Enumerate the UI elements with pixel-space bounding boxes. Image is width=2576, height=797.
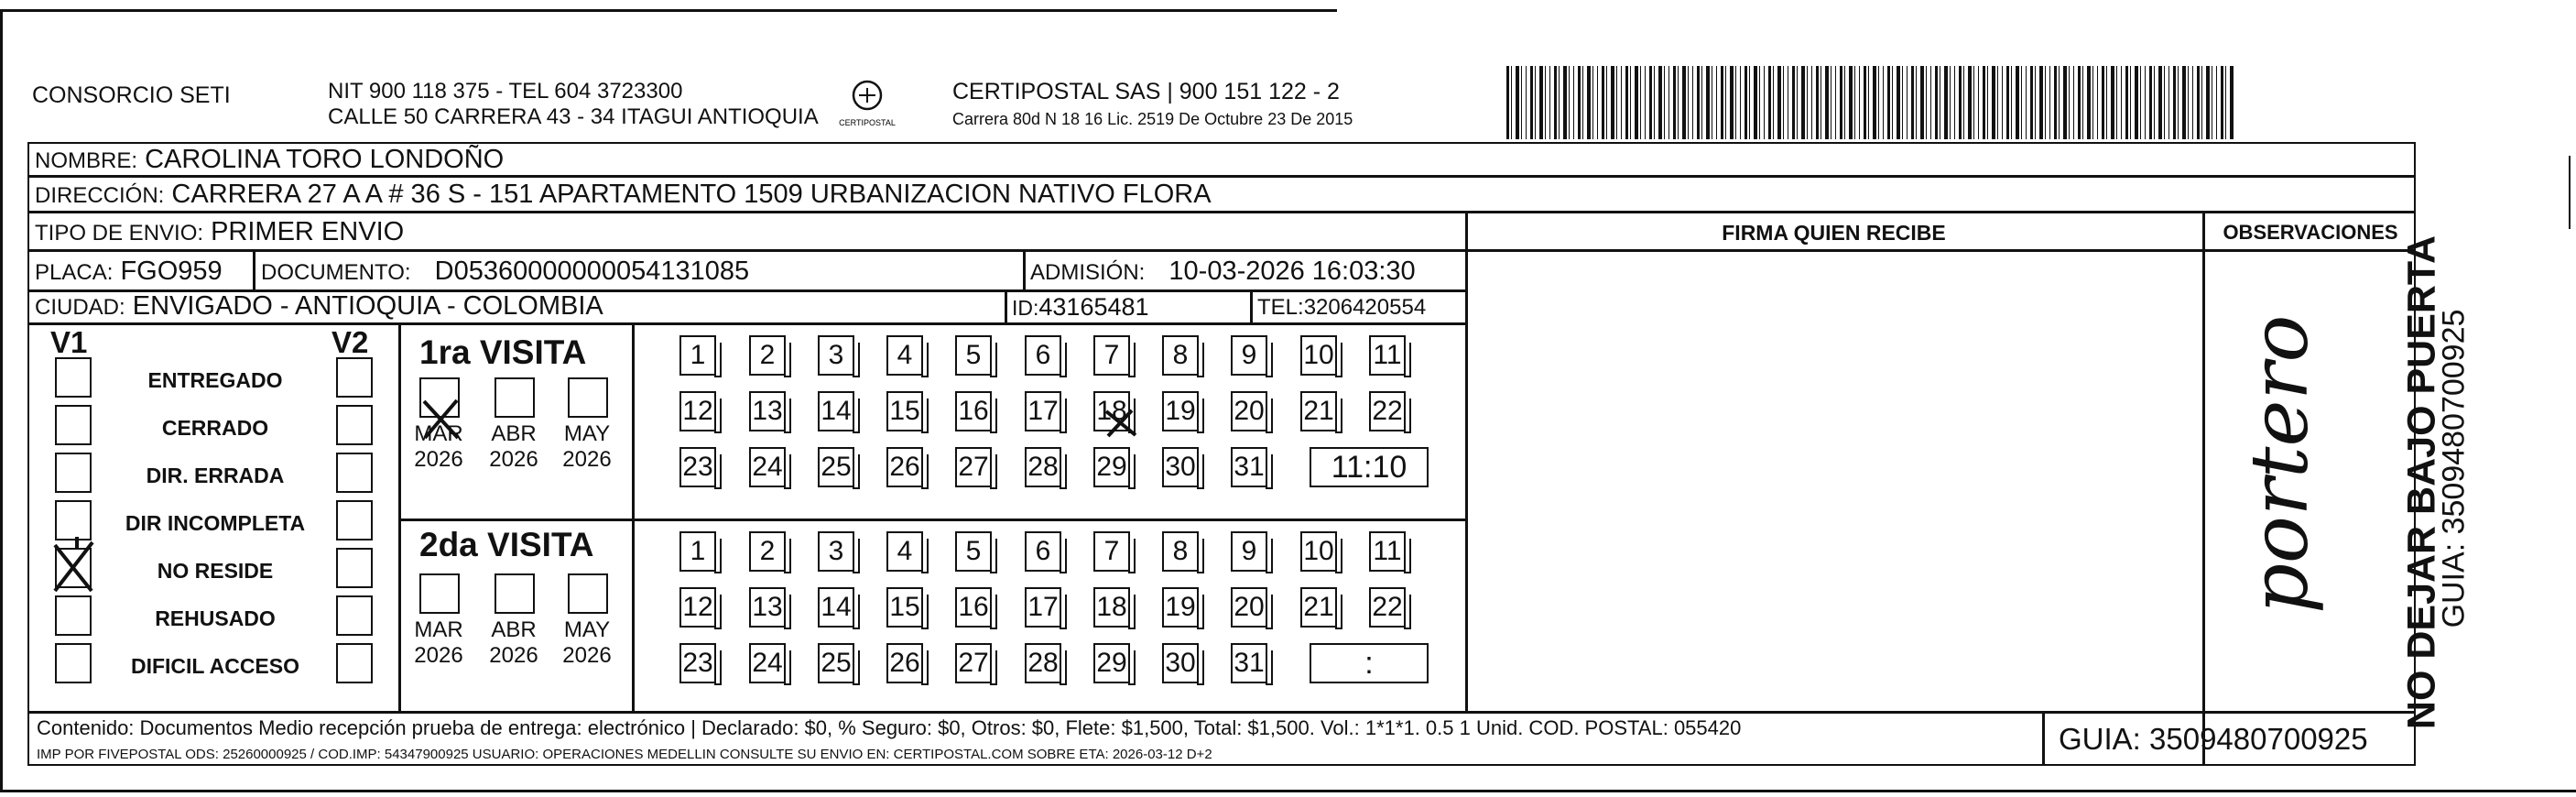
v2-checkbox[interactable]: [336, 453, 373, 493]
second-visit-day-box[interactable]: 31: [1231, 643, 1267, 683]
first-visit-day-box[interactable]: 2: [749, 335, 786, 376]
second-visit-day-box[interactable]: 11: [1369, 531, 1406, 572]
first-visit-month-checkbox[interactable]: [495, 377, 535, 418]
direccion-value: CARRERA 27 A A # 36 S - 151 APARTAMENTO 1509 URBANIZACION NATIVO FLORA: [171, 180, 1212, 209]
first-visit-day-box[interactable]: 26: [886, 447, 923, 487]
v1-checkbox[interactable]: [55, 453, 92, 493]
svg-text:CERTIPOSTAL: CERTIPOSTAL: [839, 118, 896, 127]
second-visit-time-box[interactable]: :: [1310, 643, 1429, 683]
month-name: MAR: [414, 617, 463, 642]
rule-direccion: [27, 211, 2416, 213]
status-label: REHUSADO: [155, 606, 276, 630]
id-row: [1012, 293, 1149, 322]
v2-checkbox[interactable]: [336, 500, 373, 540]
v1-checkbox[interactable]: [55, 500, 92, 540]
first-visit-day-box[interactable]: 31: [1231, 447, 1267, 487]
direccion-row: [35, 180, 1212, 210]
first-visit-day-box[interactable]: 14: [818, 391, 854, 431]
second-visit-day-box[interactable]: 17: [1025, 587, 1061, 628]
tipo-row: [35, 217, 404, 247]
second-visit-day-box[interactable]: 28: [1025, 643, 1061, 683]
status-label: DIFICIL ACCESO: [130, 654, 299, 678]
first-visit-time-box[interactable]: 11:10: [1310, 447, 1429, 487]
v2-checkbox[interactable]: [336, 548, 373, 588]
second-visit-day-box[interactable]: 5: [955, 531, 992, 572]
certipostal-logo: [835, 77, 899, 132]
second-visit-day-box[interactable]: 4: [886, 531, 923, 572]
v2-checkbox[interactable]: [336, 595, 373, 636]
first-visit-day-box[interactable]: 3: [818, 335, 854, 376]
first-visit-day-box[interactable]: 15: [886, 391, 923, 431]
footer-contenido: Contenido: Documentos Medio recepción prueba de entrega: electrónico | Declarado: $0, % Seguro: $0, Otros: $0, Flete: $1,500, Total: $1,500. Vol.: 1*1*1. 0.5 1 Unid. COD. POSTAL: 055420: [37, 716, 1742, 739]
first-visit-month-label: [407, 421, 471, 473]
second-visit-day-box[interactable]: 19: [1162, 587, 1199, 628]
second-visit-day-box[interactable]: 13: [749, 587, 786, 628]
barcode: [1506, 66, 2234, 139]
footer-imp: IMP POR FIVEPOSTAL ODS: 25260000925 / COD.IMP: 54347900925 USUARIO: OPERACIONES MEDELLIN CONSULTE SU ENVIO EN: CERTIPOSTAL.COM SOBRE ETA: 2026-03-12 D+2: [37, 747, 1212, 762]
observaciones-header: OBSERVACIONES: [2223, 221, 2398, 244]
first-visit-month-label: [555, 421, 619, 473]
rule-obs: [1465, 249, 2416, 252]
placa-row: [35, 257, 223, 287]
first-visit-day-box[interactable]: 30: [1162, 447, 1199, 487]
admision-label: ADMISIÓN:: [1030, 260, 1146, 285]
status-label: CERRADO: [161, 416, 269, 440]
second-visit-day-box[interactable]: 27: [955, 643, 992, 683]
company-name: CONSORCIO SETI: [32, 82, 231, 108]
ciudad-value: ENVIGADO - ANTIOQUIA - COLOMBIA: [132, 291, 603, 321]
rule-placa-doc: [253, 249, 255, 289]
rule-ciudad: [27, 322, 1467, 325]
v1-checkbox[interactable]: [55, 595, 92, 636]
second-visit-day-box[interactable]: 21: [1300, 587, 1337, 628]
first-visit-day-box[interactable]: 5: [955, 335, 992, 376]
nombre-label: NOMBRE:: [35, 148, 138, 173]
first-visit-day-box[interactable]: 8: [1162, 335, 1199, 376]
first-visit-day-box[interactable]: 21: [1300, 391, 1337, 431]
certipostal-line1: CERTIPOSTAL SAS | 900 151 122 - 2: [952, 79, 1340, 104]
second-visit-day-box[interactable]: 12: [679, 587, 716, 628]
second-visit-day-box[interactable]: 7: [1093, 531, 1130, 572]
first-visit-day-box[interactable]: 7: [1093, 335, 1130, 376]
second-visit-day-box[interactable]: 18: [1093, 587, 1130, 628]
first-visit-month-label: [482, 421, 546, 473]
month-name: ABR: [491, 617, 537, 642]
first-visit-day-box[interactable]: 10: [1300, 335, 1337, 376]
rule-admision: [1023, 249, 1026, 289]
second-visit-day-box[interactable]: 14: [818, 587, 854, 628]
month-year: 2026: [414, 643, 463, 668]
v1-checkbox[interactable]: [55, 357, 92, 398]
second-visit-day-box[interactable]: 2: [749, 531, 786, 572]
month-year: 2026: [414, 447, 463, 472]
first-visit-day-box[interactable]: 20: [1231, 391, 1267, 431]
second-visit-day-box[interactable]: 9: [1231, 531, 1267, 572]
documento-value: D05360000000054131085: [434, 257, 750, 286]
first-visit-day-box[interactable]: 17: [1025, 391, 1061, 431]
first-visit-day-box[interactable]: 16: [955, 391, 992, 431]
second-visit-day-box[interactable]: 3: [818, 531, 854, 572]
second-visit-title: 2da VISITA: [419, 526, 594, 563]
ciudad-row: [35, 291, 603, 322]
v1-checkbox[interactable]: [55, 405, 92, 445]
second-visit-day-box[interactable]: 23: [679, 643, 716, 683]
address-line: CALLE 50 CARRERA 43 - 34 ITAGUI ANTIOQUIA: [328, 104, 819, 129]
first-visit-day-box[interactable]: 19: [1162, 391, 1199, 431]
month-year: 2026: [562, 643, 612, 668]
tipo-label: TIPO DE ENVIO:: [35, 221, 204, 246]
first-visit-day-box[interactable]: 4: [886, 335, 923, 376]
second-visit-day-box[interactable]: 30: [1162, 643, 1199, 683]
status-label: DIR INCOMPLETA: [125, 511, 306, 535]
admision-value: 10-03-2026 16:03:30: [1168, 257, 1416, 286]
admision-row: [1030, 257, 1416, 287]
month-year: 2026: [489, 447, 538, 472]
observation-handwriting: portero: [2234, 314, 2326, 614]
second-visit-day-box[interactable]: 6: [1025, 531, 1061, 572]
nit-line: NIT 900 118 375 - TEL 604 3723300: [328, 79, 683, 104]
second-visit-day-box[interactable]: 16: [955, 587, 992, 628]
first-visit-title: 1ra VISITA: [419, 333, 587, 371]
first-visit-day-box[interactable]: 29: [1093, 447, 1130, 487]
direccion-label: DIRECCIÓN:: [35, 183, 165, 208]
top-border: [0, 9, 1337, 12]
second-visit-day-box[interactable]: 10: [1300, 531, 1337, 572]
month-name: MAR: [414, 421, 463, 446]
tel-label: TEL:: [1257, 295, 1304, 320]
certipostal-line2: Carrera 80d N 18 16 Lic. 2519 De Octubre 23 De 2015: [952, 110, 1353, 128]
first-visit-day-box[interactable]: 24: [749, 447, 786, 487]
second-visit-day-box[interactable]: 22: [1369, 587, 1406, 628]
v2-checkbox[interactable]: [336, 405, 373, 445]
placa-label: PLACA:: [35, 260, 114, 285]
firma-header: FIRMA QUIEN RECIBE: [1722, 221, 1946, 245]
side-guia: GUIA: 3509480700925: [2436, 309, 2472, 628]
first-visit-day-box[interactable]: 12: [679, 391, 716, 431]
second-visit-day-box[interactable]: 29: [1093, 643, 1130, 683]
month-name: MAY: [563, 421, 611, 446]
documento-row: [261, 257, 749, 287]
first-visit-day-box[interactable]: 28: [1025, 447, 1061, 487]
v1-checkbox[interactable]: [55, 548, 92, 588]
nombre-row: [35, 145, 504, 175]
month-year: 2026: [562, 447, 612, 472]
documento-label: DOCUMENTO:: [261, 260, 411, 285]
tel-row: [1257, 295, 1426, 321]
col-obs: [2202, 211, 2205, 766]
first-visit-day-box[interactable]: 9: [1231, 335, 1267, 376]
first-visit-day-box[interactable]: 11: [1369, 335, 1406, 376]
status-label: NO RESIDE: [157, 559, 274, 583]
v1-label: V1: [50, 325, 88, 359]
rule-id: [1005, 289, 1007, 322]
tipo-value: PRIMER ENVIO: [211, 217, 405, 246]
first-visit-day-box[interactable]: 13: [749, 391, 786, 431]
second-visit-day-box[interactable]: 25: [818, 643, 854, 683]
v2-checkbox[interactable]: [336, 357, 373, 398]
second-visit-day-box[interactable]: 1: [679, 531, 716, 572]
rule-footer-guia: [2042, 711, 2045, 766]
rule-visit-split: [398, 519, 1465, 521]
rule-nombre: [27, 175, 2416, 178]
second-visit-day-box[interactable]: 24: [749, 643, 786, 683]
side-warning: NO DEJAR BAJO PUERTA: [2399, 235, 2444, 730]
first-visit-day-box[interactable]: 1: [679, 335, 716, 376]
nombre-value: CAROLINA TORO LONDOÑO: [145, 145, 505, 174]
tel-value: 3206420554: [1303, 295, 1427, 320]
month-name: MAY: [563, 617, 611, 642]
id-value: 43165481: [1038, 293, 1149, 321]
v2-checkbox[interactable]: [336, 643, 373, 683]
first-visit-month-checkbox[interactable]: [568, 377, 608, 418]
ciudad-label: CIUDAD:: [35, 295, 125, 320]
id-label: ID:: [1012, 296, 1039, 320]
second-visit-month-checkbox[interactable]: [568, 573, 608, 614]
right-edge-mark: [2569, 156, 2571, 229]
second-visit-month-checkbox[interactable]: [495, 573, 535, 614]
second-visit-month-label: [482, 617, 546, 669]
first-visit-day-box[interactable]: 18: [1093, 391, 1130, 431]
footer-guia: GUIA: 3509480700925: [2059, 722, 2368, 756]
second-visit-day-box[interactable]: 8: [1162, 531, 1199, 572]
second-visit-day-box[interactable]: 26: [886, 643, 923, 683]
first-visit-day-box[interactable]: 25: [818, 447, 854, 487]
rule-tel: [1250, 289, 1253, 322]
status-label: DIR. ERRADA: [146, 464, 285, 487]
bottom-border: [0, 790, 2576, 792]
status-label: ENTREGADO: [147, 368, 283, 392]
second-visit-month-label: [407, 617, 471, 669]
v1-checkbox[interactable]: [55, 643, 92, 683]
first-visit-day-box[interactable]: 27: [955, 447, 992, 487]
col-firma: [1465, 211, 1468, 711]
rule-footer: [27, 711, 2416, 714]
first-visit-day-box[interactable]: 22: [1369, 391, 1406, 431]
month-name: ABR: [491, 421, 537, 446]
first-visit-month-checkbox[interactable]: [419, 377, 460, 418]
first-visit-day-box[interactable]: 6: [1025, 335, 1061, 376]
v2-label: V2: [332, 325, 369, 359]
left-border: [0, 9, 3, 792]
placa-value: FGO959: [120, 257, 223, 286]
second-visit-day-box[interactable]: 15: [886, 587, 923, 628]
second-visit-month-label: [555, 617, 619, 669]
rule-month-days: [632, 322, 635, 711]
month-year: 2026: [489, 643, 538, 668]
second-visit-month-checkbox[interactable]: [419, 573, 460, 614]
second-visit-day-box[interactable]: 20: [1231, 587, 1267, 628]
rule-status-right: [398, 322, 401, 711]
first-visit-day-box[interactable]: 23: [679, 447, 716, 487]
